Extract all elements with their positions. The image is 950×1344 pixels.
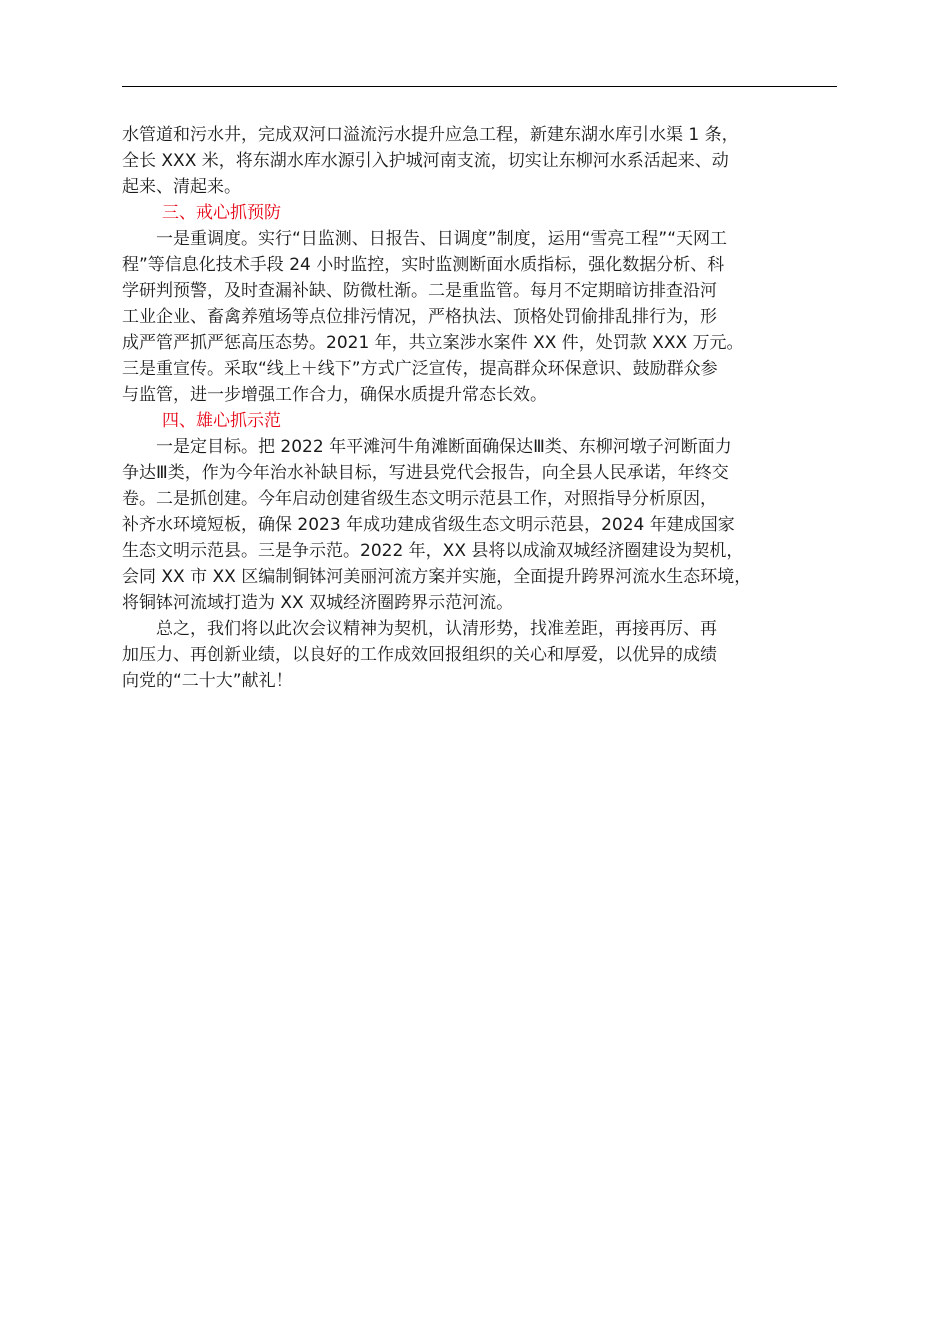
text-line: 与监管，进一步增强工作合力，确保水质提升常态长效。 — [122, 385, 547, 405]
text-line: 卷。二是抓创建。今年启动创建省级生态文明示范县工作，对照指导分析原因， — [122, 489, 717, 509]
section-heading-3: 三、戒心抓预防 — [162, 203, 281, 223]
text-line: 总之，我们将以此次会议精神为契机，认清形势，找准差距，再接再厉、再 — [156, 619, 717, 639]
paragraph-3 — [122, 434, 852, 616]
text-line: 程”等信息化技术手段 24 小时监控，实时监测断面水质指标，强化数据分析、科 — [122, 255, 725, 275]
text-line: 争达Ⅲ类，作为今年治水补缺目标，写进县党代会报告，向全县人民承诺，年终交 — [122, 463, 729, 483]
text-line: 生态文明示范县。三是争示范。2022 年，XX 县将以成渝双城经济圈建设为契机， — [122, 541, 744, 561]
section-heading-4: 四、雄心抓示范 — [162, 411, 281, 431]
paragraph-1 — [122, 122, 852, 200]
text-line: 将铜钵河流域打造为 XX 双城经济圈跨界示范河流。 — [122, 593, 514, 613]
text-line: 学研判预警，及时查漏补缺、防微杜渐。二是重监管。每月不定期暗访排查沿河 — [122, 281, 717, 301]
paragraph-2 — [122, 226, 852, 408]
text-line: 加压力、再创新业绩，以良好的工作成效回报组织的关心和厚爱，以优异的成绩 — [122, 645, 717, 665]
header-rule — [122, 86, 837, 87]
text-line: 一是定目标。把 2022 年平滩河牛角滩断面确保达Ⅲ类、东柳河墩子河断面力 — [156, 437, 732, 457]
paragraph-4 — [122, 616, 852, 694]
text-line: 补齐水环境短板，确保 2023 年成功建成省级生态文明示范县，2024 年建成国家 — [122, 515, 735, 535]
text-line: 起来、清起来。 — [122, 177, 241, 197]
text-line: 向党的“二十大”献礼！ — [122, 671, 293, 691]
text-line: 工业企业、畜禽养殖场等点位排污情况，严格执法、顶格处罚偷排乱排行为，形 — [122, 307, 717, 327]
text-line: 会同 XX 市 XX 区编制铜钵河美丽河流方案并实施，全面提升跨界河流水生态环境， — [122, 567, 752, 587]
text-line: 水管道和污水井，完成双河口溢流污水提升应急工程，新建东湖水库引水渠 1 条， — [122, 125, 739, 145]
text-line: 全长 XXX 米，将东湖水库水源引入护城河南支流，切实让东柳河水系活起来、动 — [122, 151, 729, 171]
text-line: 三是重宣传。采取“线上＋线下”方式广泛宣传，提高群众环保意识、鼓励群众参 — [122, 359, 718, 379]
text-line: 一是重调度。实行“日监测、日报告、日调度”制度，运用“雪亮工程”“天网工 — [156, 229, 728, 249]
text-line: 成严管严抓严惩高压态势。2021 年，共立案涉水案件 XX 件，处罚款 XXX 万元。 — [122, 333, 744, 353]
document-body — [122, 122, 852, 694]
